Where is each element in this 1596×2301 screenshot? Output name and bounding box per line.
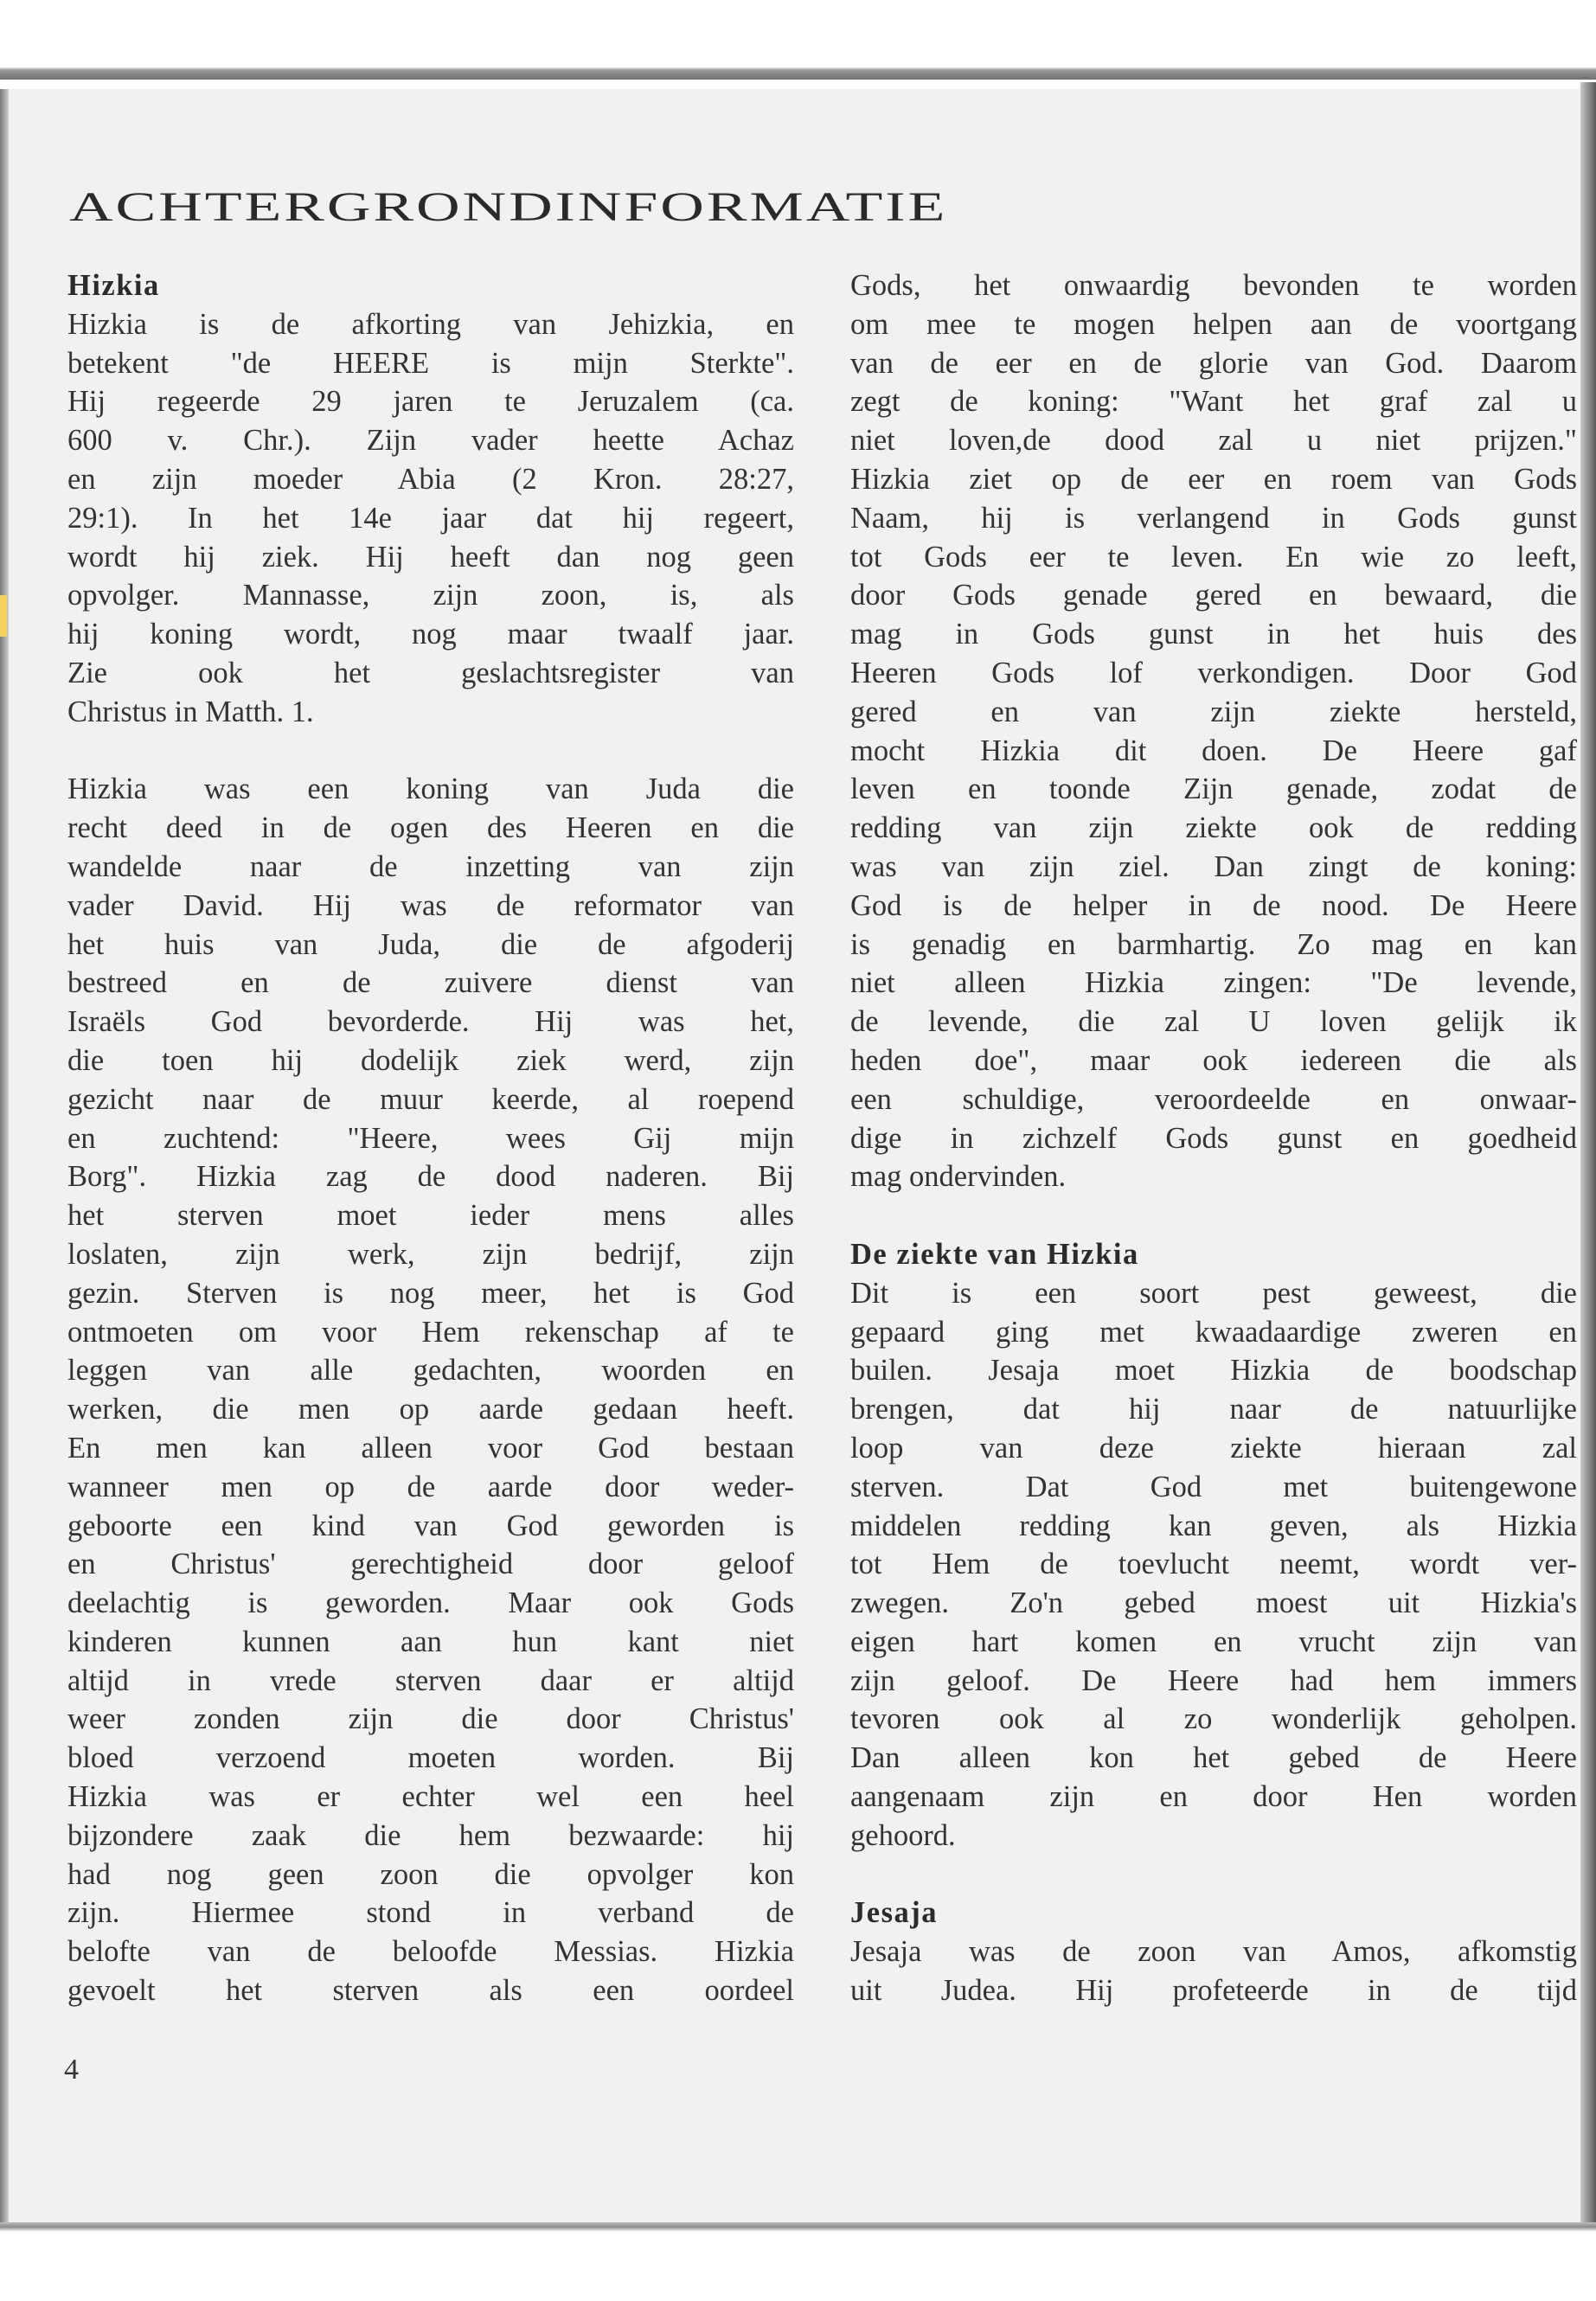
paragraph-illness [850, 1274, 1577, 1856]
text-line: tot Hem de toevlucht neemt, wordt ver- [850, 1548, 1577, 1581]
text-line: dige in zichzelf Gods gunst en goedheid [850, 1121, 1577, 1155]
text-line: en Christus' gerechtigheid door geloof [67, 1548, 794, 1581]
text-line: loop van deze ziekte hieraan zal [850, 1431, 1577, 1465]
section-title-jesaja: Jesaja [850, 1896, 938, 1930]
left-column [67, 266, 794, 2010]
text-line: om mee te mogen helpen aan de voortgang [850, 307, 1577, 341]
text-line: gehoord. [850, 1818, 956, 1852]
text-line: Zie ook het geslachtsregister van [67, 656, 794, 689]
text-line: tevoren ook al zo wonderlijk geholpen. [850, 1702, 1577, 1736]
text-line: kinderen kunnen aan hun kant niet [67, 1625, 794, 1658]
paragraph-intro [67, 305, 794, 732]
text-line: zegt de koning: "Want het graf zal u [850, 385, 1577, 419]
page-number: 4 [64, 2054, 79, 2086]
text-line: betekent "de HEERE is mijn Sterkte". [67, 346, 794, 380]
text-line: een schuldige, veroordeelde en onwaar- [850, 1082, 1577, 1116]
text-line: wanneer men op de aarde door weder- [67, 1470, 794, 1503]
section-title-ziekte: De ziekte van Hizkia [850, 1237, 1139, 1271]
text-line: Borg". Hizkia zag de dood naderen. Bij [67, 1160, 794, 1194]
text-line: door Gods genade gered en bewaard, die [850, 579, 1577, 612]
text-line: gered en van zijn ziekte hersteld, [850, 695, 1577, 728]
text-line: Hizkia is de afkorting van Jehizkia, en [67, 307, 794, 341]
text-line: is genadig en barmhartig. Zo mag en kan [850, 927, 1577, 961]
text-line: eigen hart komen en vrucht zijn van [850, 1625, 1577, 1658]
text-line: aangenaam zijn en door Hen worden [850, 1780, 1577, 1814]
text-line: werken, die men op aarde gedaan heeft. [67, 1393, 794, 1426]
text-line: zijn geloof. De Heere had hem immers [850, 1663, 1577, 1697]
text-line: Hizkia was een koning van Juda die [67, 772, 794, 806]
text-line: Jesaja was de zoon van Amos, afkomstig [850, 1935, 1577, 1969]
text-line: bijzondere zaak die hem bezwaarde: hij [67, 1818, 794, 1852]
text-line: het sterven moet ieder mens alles [67, 1199, 794, 1233]
text-line: zijn. Hiermee stond in verband de [67, 1896, 794, 1930]
page-right-edge [1580, 82, 1596, 2222]
section-title-hizkia: Hizkia [67, 269, 160, 302]
text-line: Israëls God bevorderde. Hij was het, [67, 1005, 794, 1039]
text-line: uit Judea. Hij profeteerde in de tijd [850, 1974, 1577, 2008]
scan-top-border [0, 0, 1596, 80]
text-line: zwegen. Zo'n gebed moest uit Hizkia's [850, 1586, 1577, 1620]
text-line: builen. Jesaja moet Hizkia de boodschap [850, 1354, 1577, 1388]
text-line: deelachtig is geworden. Maar ook Gods [67, 1586, 794, 1620]
text-line: bestreed en de zuivere dienst van [67, 966, 794, 1000]
text-line: sterven. Dat God met buitengewone [850, 1470, 1577, 1503]
text-line: belofte van de beloofde Messias. Hizkia [67, 1935, 794, 1969]
text-line: heden doe", maar ook iedereen die als [850, 1043, 1577, 1077]
text-line: hij koning wordt, nog maar twaalf jaar. [67, 618, 794, 651]
paragraph-reformer [67, 770, 794, 2010]
right-column [850, 266, 1577, 2010]
text-line: het huis van Juda, die de afgoderij [67, 927, 794, 961]
paragraph-jesaja [850, 1932, 1577, 2010]
text-line: tot Gods eer te leven. En wie zo leeft, [850, 540, 1577, 574]
text-line: van de eer en de glorie van God. Daarom [850, 346, 1577, 380]
text-line: 600 v. Chr.). Zijn vader heette Achaz [67, 424, 794, 458]
paragraph-gap [850, 1196, 1577, 1235]
page-heading: ACHTERGRONDINFORMATIE [69, 184, 948, 230]
text-line: gepaard ging met kwaadaardige zweren en [850, 1315, 1577, 1349]
text-line: Dan alleen kon het gebed de Heere [850, 1741, 1577, 1775]
text-line: En men kan alleen voor God bestaan [67, 1431, 794, 1465]
text-line: Naam, hij is verlangend in Gods gunst [850, 501, 1577, 535]
text-line: Hizkia ziet op de eer en roem van Gods [850, 462, 1577, 496]
text-line: de levende, die zal U loven gelijk ik [850, 1005, 1577, 1039]
text-line: en zuchtend: "Heere, wees Gij mijn [67, 1121, 794, 1155]
text-line: Dit is een soort pest geweest, die [850, 1276, 1577, 1310]
text-line: ontmoeten om voor Hem rekenschap af te [67, 1315, 794, 1349]
text-line: Heeren Gods lof verkondigen. Door God [850, 656, 1577, 689]
text-line: bloed verzoend moeten worden. Bij [67, 1741, 794, 1775]
text-line: gezicht naar de muur keerde, al roepend [67, 1082, 794, 1116]
text-line: Hizkia was er echter wel een heel [67, 1780, 794, 1814]
text-line: leven en toonde Zijn genade, zodat de [850, 772, 1577, 806]
text-line: middelen redding kan geven, als Hizkia [850, 1509, 1577, 1542]
text-line: die toen hij dodelijk ziek werd, zijn [67, 1043, 794, 1077]
text-line: had nog geen zoon die opvolger kon [67, 1857, 794, 1891]
text-line: mag in Gods gunst in het huis des [850, 618, 1577, 651]
paragraph-glory [850, 266, 1577, 1196]
text-line: Hij regeerde 29 jaren te Jeruzalem (ca. [67, 385, 794, 419]
text-line: loslaten, zijn werk, zijn bedrijf, zijn [67, 1237, 794, 1271]
text-line: geboorte een kind van God geworden is [67, 1509, 794, 1542]
scan-bottom-border [0, 2222, 1596, 2301]
page-left-edge [0, 89, 9, 2222]
text-line: redding van zijn ziekte ook de redding [850, 811, 1577, 845]
text-line: leggen van alle gedachten, woorden en [67, 1354, 794, 1388]
text-line: weer zonden zijn die door Christus' [67, 1702, 794, 1736]
text-line: was van zijn ziel. Dan zingt de koning: [850, 849, 1577, 883]
text-line: opvolger. Mannasse, zijn zoon, is, als [67, 579, 794, 612]
text-line: wordt hij ziek. Hij heeft dan nog geen [67, 540, 794, 574]
text-line: brengen, dat hij naar de natuurlijke [850, 1393, 1577, 1426]
text-line: en zijn moeder Abia (2 Kron. 28:27, [67, 462, 794, 496]
text-line: recht deed in de ogen des Heeren en die [67, 811, 794, 845]
text-line: gevoelt het sterven als een oordeel [67, 1974, 794, 2008]
paragraph-gap [67, 732, 794, 771]
bookmark-tab [0, 595, 7, 637]
text-line: niet loven,de dood zal u niet prijzen." [850, 424, 1577, 458]
text-line: mag ondervinden. [850, 1160, 1067, 1194]
text-line: wandelde naar de inzetting van zijn [67, 849, 794, 883]
text-line: Gods, het onwaardig bevonden te worden [850, 269, 1577, 302]
text-line: 29:1). In het 14e jaar dat hij regeert, [67, 501, 794, 535]
text-line: mocht Hizkia dit doen. De Heere gaf [850, 734, 1577, 767]
text-line: Christus in Matth. 1. [67, 695, 314, 728]
paragraph-gap [850, 1856, 1577, 1894]
text-line: niet alleen Hizkia zingen: "De levende, [850, 966, 1577, 1000]
text-line: gezin. Sterven is nog meer, het is God [67, 1276, 794, 1310]
text-line: altijd in vrede sterven daar er altijd [67, 1663, 794, 1697]
text-line: vader David. Hij was de reformator van [67, 888, 794, 922]
text-line: God is de helper in de nood. De Heere [850, 888, 1577, 922]
